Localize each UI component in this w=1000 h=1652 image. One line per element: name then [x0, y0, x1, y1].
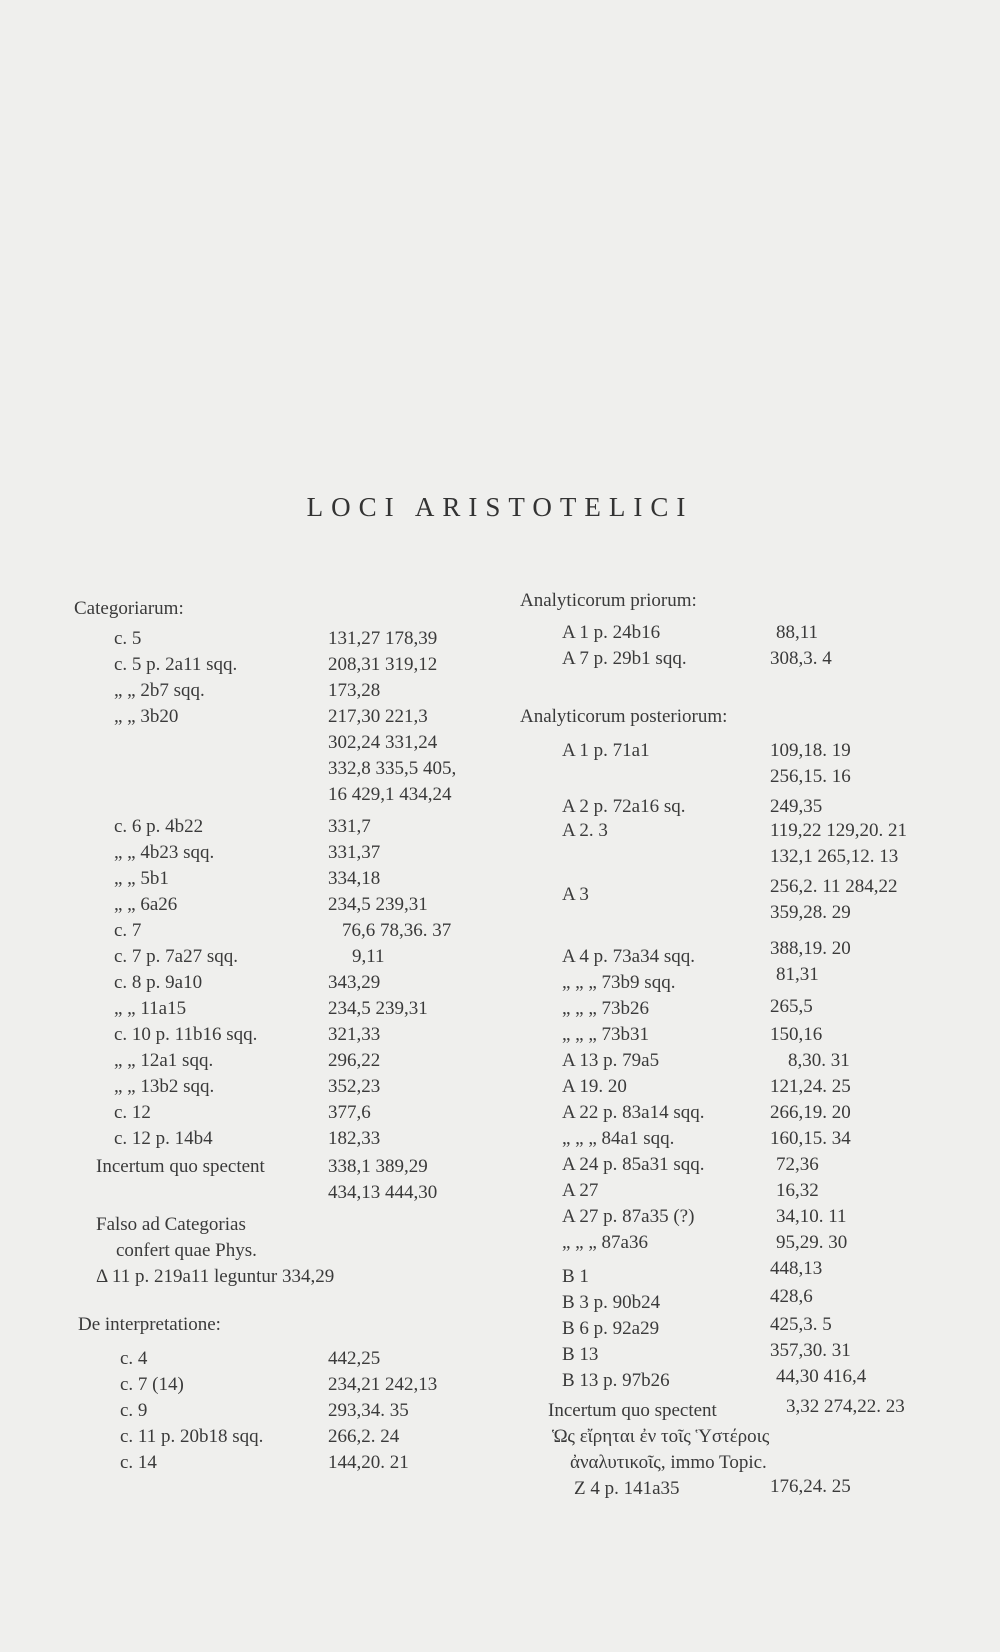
- right-index-line: 425,3. 5: [770, 1314, 832, 1335]
- right-index-line: 95,29. 30: [776, 1232, 848, 1253]
- left-index-line: c. 10 p. 11b16 sqq.: [114, 1024, 258, 1045]
- left-index-line: „ „ 6a26: [114, 894, 178, 915]
- left-index-line: 217,30 221,3: [328, 706, 428, 727]
- left-index-line: 234,21 242,13: [328, 1374, 438, 1395]
- left-index-line: 131,27 178,39: [328, 628, 438, 649]
- right-index-line: A 7 p. 29b1 sqq.: [562, 648, 687, 669]
- left-index-line: „ „ 2b7 sqq.: [114, 680, 205, 701]
- right-index-line: 176,24. 25: [770, 1476, 851, 1497]
- right-index-line: B 3 p. 90b24: [562, 1292, 661, 1313]
- right-index-line: 266,19. 20: [770, 1102, 851, 1123]
- right-index-line: A 2. 3: [562, 820, 608, 841]
- right-index-line: 72,36: [776, 1154, 819, 1175]
- right-index-line: „ „ „ 84a1 sqq.: [562, 1128, 675, 1149]
- right-index-line: 3,32 274,22. 23: [786, 1396, 905, 1417]
- left-index-line: 442,25: [328, 1348, 381, 1369]
- right-index-line: A 1 p. 24b16: [562, 622, 661, 643]
- left-index-line: „ „ 13b2 sqq.: [114, 1076, 215, 1097]
- left-index-line: c. 7 p. 7a27 sqq.: [114, 946, 239, 967]
- left-index-line: 234,5 239,31: [328, 998, 428, 1019]
- right-index-line: 88,11: [776, 622, 819, 643]
- left-index-line: c. 9: [120, 1400, 148, 1421]
- right-index-line: 265,5: [770, 996, 813, 1017]
- left-index-line: 173,28: [328, 680, 381, 701]
- right-index-line: 150,16: [770, 1024, 823, 1045]
- right-index-line: 109,18. 19: [770, 740, 851, 761]
- left-index-line: 234,5 239,31: [328, 894, 428, 915]
- page-title: LOCI ARISTOTELICI: [306, 492, 694, 522]
- right-index-line: 388,19. 20: [770, 938, 851, 959]
- right-index-line: B 13: [562, 1344, 599, 1365]
- left-index-line: 331,7: [328, 816, 371, 837]
- left-index-line: 144,20. 21: [328, 1452, 409, 1473]
- left-index-line: c. 5: [114, 628, 142, 649]
- left-index-line: c. 5 p. 2a11 sqq.: [114, 654, 238, 675]
- left-index-line: 296,22: [328, 1050, 381, 1071]
- left-index-line: „ „ 5b1: [114, 868, 169, 889]
- right-index-line: ἀναλυτικοῖς, immo Topic.: [570, 1452, 767, 1473]
- right-index-line: 160,15. 34: [770, 1128, 851, 1149]
- left-index-line: c. 12: [114, 1102, 151, 1123]
- left-index-line: 331,37: [328, 842, 381, 863]
- right-index-line: Incertum quo spectent: [548, 1400, 717, 1421]
- left-index-line: „ „ 4b23 sqq.: [114, 842, 215, 863]
- left-index-line: De interpretatione:: [78, 1314, 221, 1335]
- left-index-line: 302,24 331,24: [328, 732, 438, 753]
- left-index-line: Falso ad Categorias: [96, 1214, 246, 1235]
- right-index-line: Analyticorum posteriorum:: [520, 706, 728, 727]
- left-index-line: 434,13 444,30: [328, 1182, 438, 1203]
- right-index-line: A 27: [562, 1180, 599, 1201]
- right-index-line: B 1: [562, 1266, 589, 1287]
- left-index-line: 343,29: [328, 972, 381, 993]
- right-index-line: Ὡς εἴρηται ἐν τοῖς Ὑστέροις: [552, 1426, 770, 1447]
- left-index-line: c. 7: [114, 920, 142, 941]
- right-index-line: A 24 p. 85a31 sqq.: [562, 1154, 705, 1175]
- left-index-line: c. 7 (14): [120, 1374, 184, 1395]
- left-index-line: c. 8 p. 9a10: [114, 972, 203, 993]
- right-index-line: 44,30 416,4: [776, 1366, 867, 1387]
- right-index-line: 81,31: [776, 964, 819, 985]
- left-index-line: 182,33: [328, 1128, 381, 1149]
- right-index-line: 121,24. 25: [770, 1076, 851, 1097]
- right-index-line: 34,10. 11: [776, 1206, 847, 1227]
- left-index-line: 208,31 319,12: [328, 654, 438, 675]
- right-index-line: A 27 p. 87a35 (?): [562, 1206, 695, 1227]
- right-index-line: A 4 p. 73a34 sqq.: [562, 946, 695, 967]
- right-index-line: Z 4 p. 141a35: [574, 1478, 680, 1499]
- right-index-line: „ „ „ 87a36: [562, 1232, 648, 1253]
- right-index-line: B 13 p. 97b26: [562, 1370, 670, 1391]
- right-index-line: 256,2. 11 284,22: [770, 876, 898, 897]
- left-index-line: 332,8 335,5 405,: [328, 758, 457, 779]
- right-index-line: 359,28. 29: [770, 902, 851, 923]
- right-index-line: A 13 p. 79a5: [562, 1050, 660, 1071]
- left-index-line: c. 12 p. 14b4: [114, 1128, 213, 1149]
- left-index-line: 321,33: [328, 1024, 381, 1045]
- left-index-line: 338,1 389,29: [328, 1156, 428, 1177]
- left-index-line: Δ 11 p. 219a11 leguntur 334,29: [96, 1266, 335, 1287]
- left-index-line: 377,6: [328, 1102, 371, 1123]
- right-index-line: 308,3. 4: [770, 648, 832, 669]
- left-index-line: Incertum quo spectent: [96, 1156, 265, 1177]
- right-index-line: „ „ „ 73b31: [562, 1024, 650, 1045]
- right-index-line: 8,30. 31: [788, 1050, 850, 1071]
- left-index-line: confert quae Phys.: [116, 1240, 257, 1261]
- left-index-line: 293,34. 35: [328, 1400, 409, 1421]
- left-index-line: „ „ 11a15: [114, 998, 187, 1019]
- right-index-line: 448,13: [770, 1258, 823, 1279]
- right-index-line: A 2 p. 72a16 sq.: [562, 796, 686, 817]
- left-index-line: c. 11 p. 20b18 sqq.: [120, 1426, 264, 1447]
- right-index-line: A 1 p. 71a1: [562, 740, 650, 761]
- right-index-line: 428,6: [770, 1286, 813, 1307]
- right-index-line: 119,22 129,20. 21: [770, 820, 908, 841]
- left-index-line: 76,6 78,36. 37: [342, 920, 452, 941]
- right-index-line: 256,15. 16: [770, 766, 851, 787]
- right-index-line: A 22 p. 83a14 sqq.: [562, 1102, 705, 1123]
- left-index-line: „ „ 12a1 sqq.: [114, 1050, 214, 1071]
- left-index-line: 352,23: [328, 1076, 381, 1097]
- left-index-line: c. 14: [120, 1452, 157, 1473]
- right-index-line: A 3: [562, 884, 589, 905]
- left-index-line: c. 4: [120, 1348, 148, 1369]
- left-index-line: 16 429,1 434,24: [328, 784, 452, 805]
- right-index-line: 132,1 265,12. 13: [770, 846, 899, 867]
- right-index-line: Analyticorum priorum:: [520, 590, 697, 611]
- right-index-line: „ „ „ 73b26: [562, 998, 650, 1019]
- right-index-line: A 19. 20: [562, 1076, 627, 1097]
- left-index-line: 334,18: [328, 868, 381, 889]
- left-index-line: „ „ 3b20: [114, 706, 179, 727]
- right-index-line: 357,30. 31: [770, 1340, 851, 1361]
- left-index-line: 9,11: [352, 946, 385, 967]
- right-index-line: 16,32: [776, 1180, 819, 1201]
- right-index-line: „ „ „ 73b9 sqq.: [562, 972, 676, 993]
- left-index-line: Categoriarum:: [74, 598, 184, 619]
- left-index-line: 266,2. 24: [328, 1426, 400, 1447]
- left-index-line: c. 6 p. 4b22: [114, 816, 204, 837]
- right-index-line: 249,35: [770, 796, 823, 817]
- right-index-line: B 6 p. 92a29: [562, 1318, 660, 1339]
